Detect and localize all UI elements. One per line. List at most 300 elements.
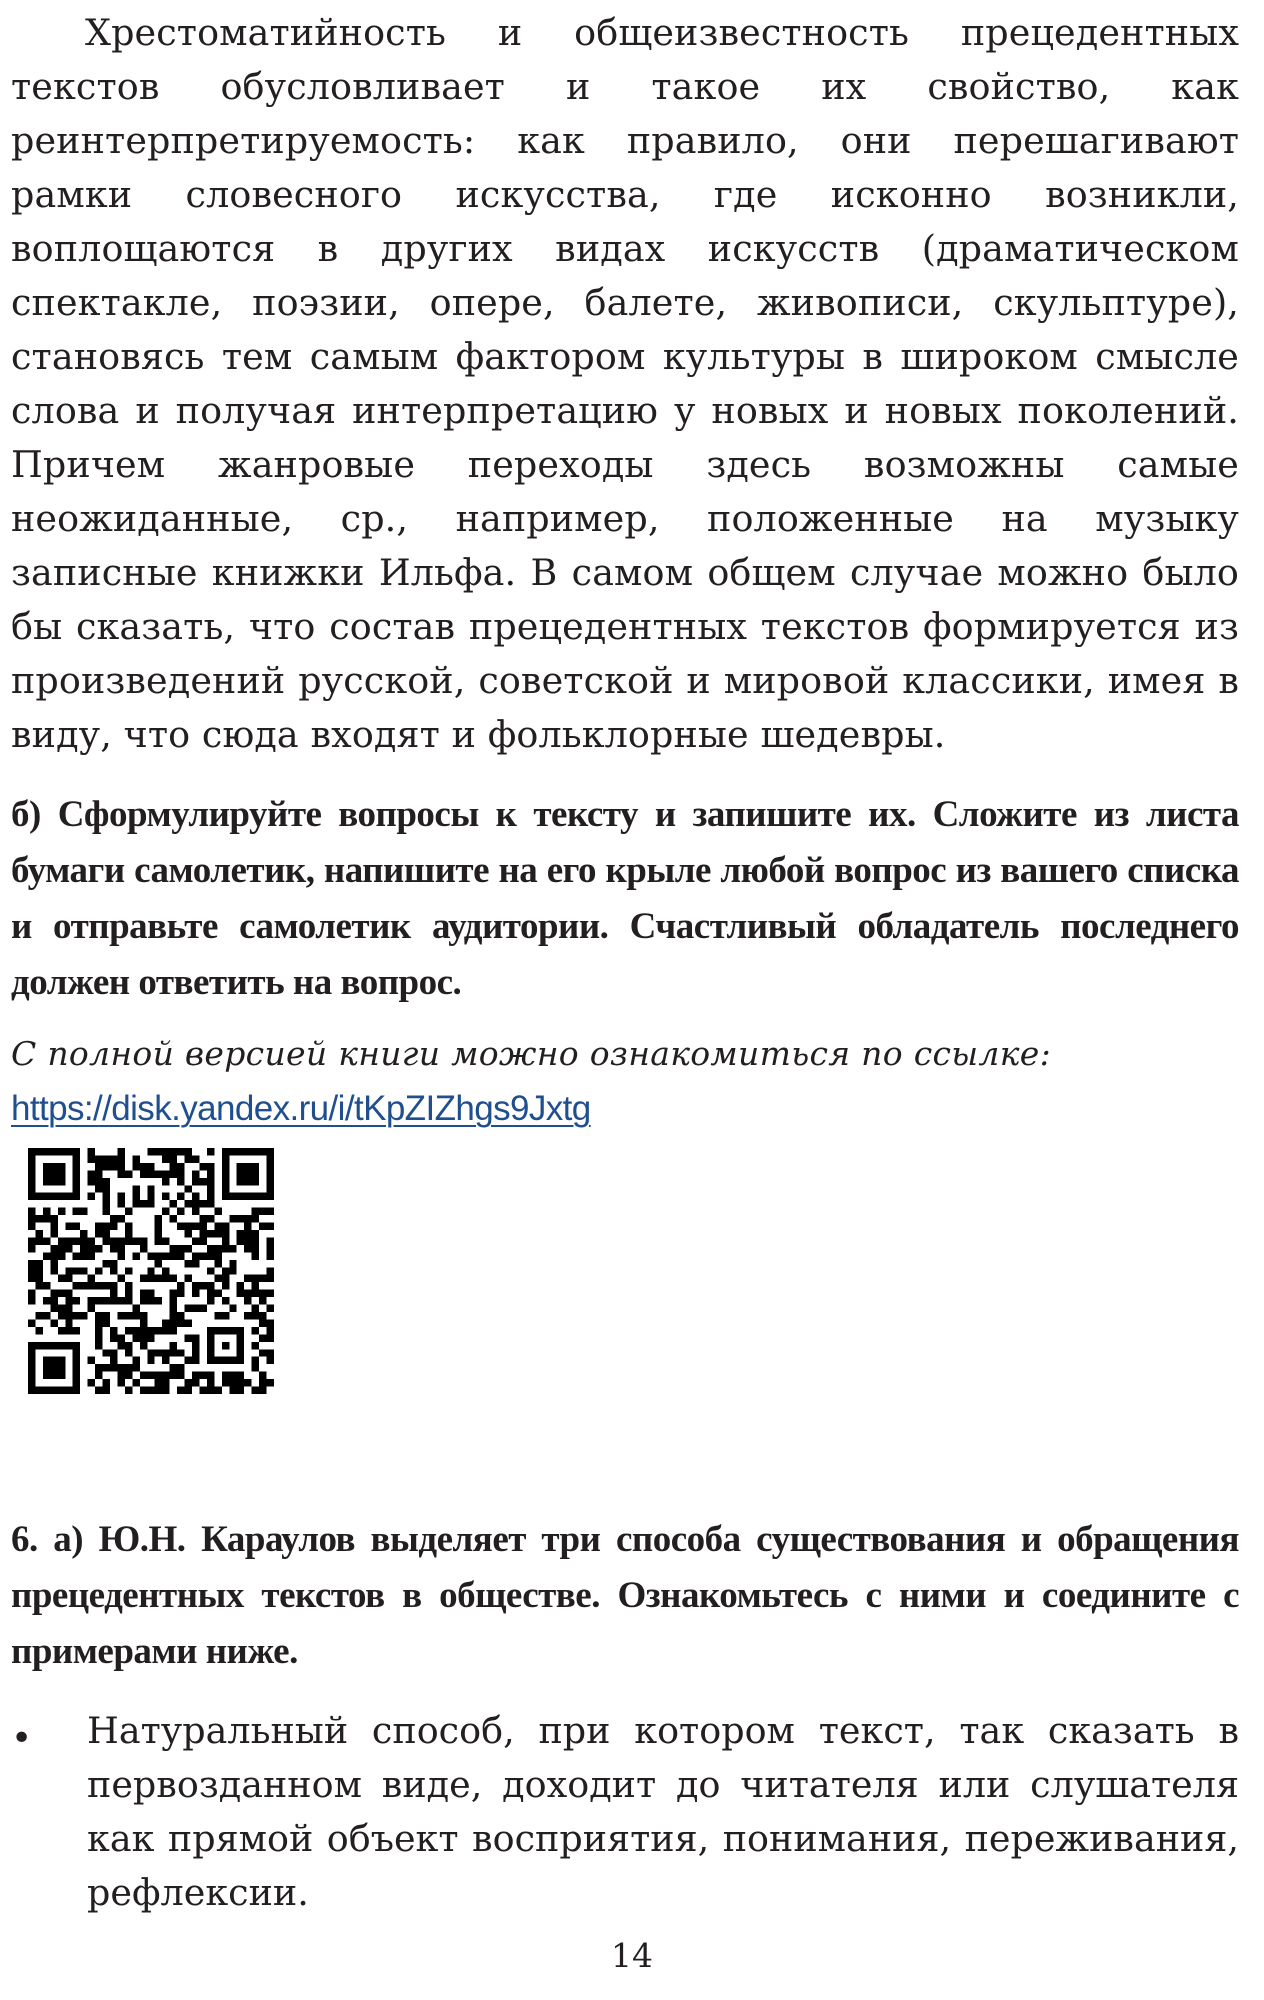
qr-module <box>43 1252 50 1259</box>
qr-module <box>244 1237 251 1244</box>
qr-module <box>162 1208 169 1215</box>
qr-module <box>50 1215 57 1222</box>
qr-module <box>252 1230 259 1237</box>
qr-module <box>155 1275 162 1282</box>
qr-module <box>170 1275 177 1282</box>
qr-module <box>252 1275 259 1282</box>
qr-module <box>177 1223 184 1230</box>
qr-module <box>132 1327 139 1334</box>
book-link[interactable]: https://disk.yandex.ru/i/tKpZIZhgs9Jxtg <box>11 1089 591 1128</box>
qr-module <box>185 1305 192 1312</box>
qr-module <box>80 1312 87 1319</box>
qr-module <box>110 1155 117 1162</box>
qr-module <box>170 1252 177 1259</box>
qr-module <box>192 1208 199 1215</box>
qr-module <box>28 1245 35 1252</box>
qr-module <box>140 1163 147 1170</box>
qr-module <box>103 1155 110 1162</box>
qr-module <box>185 1185 192 1192</box>
qr-module <box>170 1163 177 1170</box>
qr-module <box>170 1148 177 1155</box>
qr-module <box>155 1237 162 1244</box>
qr-module <box>252 1327 259 1334</box>
qr-module <box>244 1290 251 1297</box>
qr-module <box>65 1319 72 1326</box>
qr-module <box>88 1245 95 1252</box>
qr-module <box>155 1372 162 1379</box>
qr-module <box>125 1290 132 1297</box>
qr-module <box>222 1237 229 1244</box>
qr-module <box>170 1297 177 1304</box>
qr-module <box>28 1223 35 1230</box>
qr-module <box>132 1312 139 1319</box>
qr-module <box>117 1297 124 1304</box>
qr-module <box>244 1297 251 1304</box>
qr-module <box>28 1260 35 1267</box>
qr-module <box>155 1230 162 1237</box>
qr-module <box>162 1357 169 1364</box>
qr-module <box>132 1252 139 1259</box>
qr-module <box>147 1387 154 1394</box>
qr-module <box>132 1364 139 1371</box>
qr-module <box>58 1290 65 1297</box>
qr-module <box>259 1372 266 1379</box>
qr-module <box>199 1237 206 1244</box>
qr-module <box>207 1372 214 1379</box>
qr-module <box>80 1267 87 1274</box>
qr-module <box>177 1319 184 1326</box>
qr-module <box>185 1387 192 1394</box>
qr-module <box>95 1372 102 1379</box>
qr-module <box>237 1230 244 1237</box>
paragraph-precedent-texts: Хрестоматийность и общеизвестность прецедентных текстов обусловливает и такое их свойство, как реинтерпретируемость: как правило, они перешагивают рамки словесного искусства, где исконно возникли, воплощаются в других видах искусств (драматическом спектакле, поэзии, опере, балете, живописи, скульптуре), становясь тем самым фактором культуры в широком смысле слова и получая интерпретацию у новых и новых поколений. Причем жанровые переходы здесь возможны самые неожиданные, ср., например, положенные на музыку записные книжки Ильфа. В самом общем случае можно было бы сказать, что состав прецедентных текстов формируется из произведений русской, советской и мировой классики, имея в виду, что сюда входят и фольклорные шедевры. <box>11 11 1239 756</box>
qr-module <box>207 1282 214 1289</box>
qr-module <box>95 1387 102 1394</box>
qr-timing-module <box>73 1208 80 1215</box>
qr-module <box>110 1260 117 1267</box>
qr-module <box>229 1387 236 1394</box>
qr-module <box>214 1387 221 1394</box>
qr-module <box>192 1282 199 1289</box>
qr-module <box>117 1342 124 1349</box>
qr-module <box>207 1170 214 1177</box>
qr-module <box>117 1275 124 1282</box>
qr-module <box>65 1327 72 1334</box>
qr-module <box>170 1319 177 1326</box>
qr-module <box>177 1312 184 1319</box>
qr-module <box>140 1327 147 1334</box>
qr-module <box>155 1349 162 1356</box>
qr-module <box>110 1163 117 1170</box>
qr-module <box>199 1223 206 1230</box>
qr-module <box>214 1245 221 1252</box>
qr-module <box>80 1282 87 1289</box>
qr-module <box>259 1208 266 1215</box>
qr-module <box>50 1223 57 1230</box>
qr-align <box>207 1327 214 1364</box>
qr-module <box>229 1260 236 1267</box>
qr-module <box>88 1155 95 1162</box>
qr-module <box>170 1372 177 1379</box>
qr-module <box>207 1245 214 1252</box>
qr-module <box>192 1305 199 1312</box>
qr-module <box>95 1223 102 1230</box>
qr-module <box>162 1178 169 1185</box>
qr-module <box>185 1357 192 1364</box>
qr-module <box>244 1312 251 1319</box>
qr-module <box>155 1223 162 1230</box>
qr-module <box>117 1379 124 1386</box>
qr-module <box>117 1148 124 1155</box>
qr-module <box>162 1372 169 1379</box>
qr-module <box>222 1372 229 1379</box>
qr-module <box>192 1200 199 1207</box>
qr-module <box>229 1245 236 1252</box>
qr-module <box>147 1170 154 1177</box>
qr-module <box>95 1364 102 1371</box>
qr-module <box>117 1312 124 1319</box>
qr-module <box>88 1379 95 1386</box>
qr-module <box>214 1223 221 1230</box>
qr-module <box>199 1252 206 1259</box>
qr-module <box>80 1208 87 1215</box>
bullet-text-natural-method: Натуральный способ, при котором текст, так сказать в первозданном виде, доходит до читателя или слушателя как прямой объект восприятия, понимания, переживания, рефлексии. <box>87 1709 1239 1914</box>
qr-module <box>192 1178 199 1185</box>
qr-module <box>50 1230 57 1237</box>
qr-module <box>140 1334 147 1341</box>
qr-module <box>80 1237 87 1244</box>
qr-module <box>207 1267 214 1274</box>
qr-timing-module <box>132 1193 139 1200</box>
qr-module <box>35 1312 42 1319</box>
qr-module <box>125 1297 132 1304</box>
qr-module <box>140 1237 147 1244</box>
qr-module <box>65 1267 72 1274</box>
qr-timing-module <box>73 1312 80 1319</box>
qr-module <box>28 1319 35 1326</box>
qr-module <box>252 1252 259 1259</box>
qr-module <box>50 1290 57 1297</box>
qr-module <box>170 1215 177 1222</box>
qr-timing-module <box>73 1327 80 1334</box>
qr-module <box>88 1252 95 1259</box>
qr-module <box>88 1297 95 1304</box>
qr-module <box>162 1379 169 1386</box>
qr-module <box>207 1379 214 1386</box>
qr-module <box>147 1334 154 1341</box>
qr-module <box>222 1267 229 1274</box>
qr-module <box>50 1319 57 1326</box>
qr-module <box>229 1215 236 1222</box>
qr-module <box>43 1215 50 1222</box>
qr-module <box>28 1275 35 1282</box>
qr-module <box>117 1334 124 1341</box>
qr-module <box>95 1170 102 1177</box>
qr-module <box>125 1387 132 1394</box>
qr-module <box>117 1252 124 1259</box>
qr-module <box>222 1223 229 1230</box>
qr-module <box>147 1372 154 1379</box>
qr-module <box>43 1282 50 1289</box>
qr-module <box>125 1230 132 1237</box>
qr-module <box>214 1275 221 1282</box>
qr-module <box>50 1260 57 1267</box>
qr-module <box>95 1297 102 1304</box>
qr-module <box>259 1297 266 1304</box>
qr-align <box>237 1327 244 1364</box>
qr-finder-edge <box>267 1148 274 1200</box>
qr-module <box>192 1342 199 1349</box>
qr-module <box>252 1237 259 1244</box>
qr-module <box>192 1155 199 1162</box>
qr-module <box>125 1364 132 1371</box>
qr-timing-module <box>73 1237 80 1244</box>
qr-module <box>170 1155 177 1162</box>
qr-module <box>147 1200 154 1207</box>
qr-module <box>147 1267 154 1274</box>
qr-module <box>28 1215 35 1222</box>
qr-module <box>155 1170 162 1177</box>
qr-module <box>43 1208 50 1215</box>
qr-module <box>252 1290 259 1297</box>
qr-module <box>88 1305 95 1312</box>
qr-module <box>147 1252 154 1259</box>
qr-timing-module <box>73 1297 80 1304</box>
qr-module <box>222 1379 229 1386</box>
qr-module <box>177 1282 184 1289</box>
qr-module <box>140 1170 147 1177</box>
qr-module <box>117 1163 124 1170</box>
qr-module <box>88 1178 95 1185</box>
qr-module <box>244 1379 251 1386</box>
qr-module <box>222 1282 229 1289</box>
qr-module <box>50 1245 57 1252</box>
qr-module <box>199 1387 206 1394</box>
qr-timing-module <box>117 1193 124 1200</box>
qr-module <box>259 1349 266 1356</box>
qr-module <box>207 1185 214 1192</box>
qr-module <box>125 1327 132 1334</box>
qr-module <box>132 1379 139 1386</box>
qr-module <box>35 1237 42 1244</box>
qr-finder-center <box>237 1163 259 1185</box>
qr-module <box>207 1297 214 1304</box>
qr-timing-module <box>73 1223 80 1230</box>
qr-timing-module <box>73 1267 80 1274</box>
qr-module <box>103 1178 110 1185</box>
qr-module <box>207 1178 214 1185</box>
qr-module <box>103 1312 110 1319</box>
qr-module <box>35 1215 42 1222</box>
qr-module <box>140 1372 147 1379</box>
qr-module <box>110 1282 117 1289</box>
qr-module <box>50 1297 57 1304</box>
qr-module <box>237 1237 244 1244</box>
qr-module <box>155 1215 162 1222</box>
qr-module <box>103 1282 110 1289</box>
qr-module <box>95 1342 102 1349</box>
qr-module <box>267 1305 274 1312</box>
qr-module <box>50 1252 57 1259</box>
qr-module <box>110 1245 117 1252</box>
qr-module <box>185 1155 192 1162</box>
qr-module <box>103 1387 110 1394</box>
qr-finder-center <box>43 1163 65 1185</box>
qr-module <box>259 1379 266 1386</box>
qr-module <box>125 1312 132 1319</box>
qr-module <box>229 1379 236 1386</box>
qr-module <box>35 1230 42 1237</box>
qr-module <box>95 1230 102 1237</box>
qr-module <box>28 1237 35 1244</box>
qr-module <box>50 1267 57 1274</box>
qr-module <box>155 1387 162 1394</box>
qr-module <box>177 1170 184 1177</box>
qr-module <box>117 1237 124 1244</box>
qr-module <box>185 1334 192 1341</box>
qr-module <box>95 1185 102 1192</box>
qr-module <box>244 1245 251 1252</box>
qr-module <box>244 1230 251 1237</box>
qr-module <box>140 1290 147 1297</box>
qr-module <box>177 1245 184 1252</box>
qr-module <box>244 1275 251 1282</box>
qr-module <box>95 1327 102 1334</box>
qr-module <box>237 1290 244 1297</box>
qr-module <box>110 1290 117 1297</box>
task-b-instructions: б) Сформулируйте вопросы к тексту и запишите их. Сложите из листа бумаги самолетик, напишите на его крыле любой вопрос из вашего списка и отправьте самолетик аудитории. Счастливый обладатель последнего должен ответить на вопрос. <box>11 794 1239 1003</box>
qr-timing-module <box>162 1193 169 1200</box>
qr-module <box>192 1170 199 1177</box>
qr-module <box>28 1290 35 1297</box>
qr-module <box>207 1387 214 1394</box>
qr-module <box>259 1387 266 1394</box>
qr-module <box>237 1215 244 1222</box>
qr-module <box>103 1260 110 1267</box>
qr-module <box>162 1170 169 1177</box>
qr-module <box>117 1215 124 1222</box>
qr-module <box>110 1334 117 1341</box>
qr-module <box>177 1372 184 1379</box>
qr-module <box>125 1342 132 1349</box>
qr-module <box>147 1357 154 1364</box>
qr-module <box>125 1237 132 1244</box>
qr-module <box>170 1312 177 1319</box>
full-version-note-text: С полной версией книги можно ознакомиться по ссылке: <box>11 1034 1052 1073</box>
qr-module <box>65 1223 72 1230</box>
qr-module <box>177 1178 184 1185</box>
qr-timing-module <box>88 1193 95 1200</box>
qr-module <box>103 1200 110 1207</box>
qr-timing-module <box>73 1252 80 1259</box>
qr-module <box>117 1155 124 1162</box>
qr-module <box>155 1297 162 1304</box>
qr-module <box>140 1342 147 1349</box>
qr-module <box>185 1319 192 1326</box>
qr-module <box>192 1223 199 1230</box>
qr-module <box>267 1237 274 1244</box>
qr-module <box>80 1230 87 1237</box>
qr-module <box>244 1215 251 1222</box>
qr-module <box>199 1282 206 1289</box>
qr-module <box>132 1185 139 1192</box>
qr-module <box>252 1312 259 1319</box>
qr-module <box>252 1208 259 1215</box>
qr-module <box>244 1223 251 1230</box>
qr-module <box>140 1319 147 1326</box>
qr-code-icon[interactable] <box>28 1148 274 1394</box>
qr-module <box>259 1290 266 1297</box>
qr-module <box>192 1334 199 1341</box>
qr-module <box>65 1290 72 1297</box>
qr-module <box>192 1372 199 1379</box>
qr-module <box>185 1260 192 1267</box>
qr-module <box>177 1364 184 1371</box>
qr-module <box>103 1237 110 1244</box>
qr-module <box>170 1342 177 1349</box>
qr-module <box>267 1327 274 1334</box>
qr-module <box>162 1319 169 1326</box>
qr-module <box>35 1267 42 1274</box>
qr-module <box>185 1379 192 1386</box>
qr-module <box>132 1357 139 1364</box>
qr-module <box>252 1282 259 1289</box>
qr-module <box>95 1319 102 1326</box>
qr-module <box>140 1275 147 1282</box>
qr-module <box>199 1200 206 1207</box>
qr-module <box>43 1297 50 1304</box>
qr-timing-module <box>147 1193 154 1200</box>
qr-module <box>170 1364 177 1371</box>
qr-module <box>192 1290 199 1297</box>
qr-module <box>170 1327 177 1334</box>
qr-module <box>185 1245 192 1252</box>
qr-module <box>103 1364 110 1371</box>
qr-module <box>214 1290 221 1297</box>
qr-code-graphic <box>28 1148 274 1394</box>
qr-module <box>110 1349 117 1356</box>
qr-module <box>214 1260 221 1267</box>
qr-module <box>28 1208 35 1215</box>
qr-module <box>267 1349 274 1356</box>
qr-module <box>95 1334 102 1341</box>
qr-module <box>103 1185 110 1192</box>
qr-module <box>88 1148 95 1155</box>
qr-module <box>177 1290 184 1297</box>
qr-module <box>207 1200 214 1207</box>
qr-module <box>35 1327 42 1334</box>
qr-module <box>58 1305 65 1312</box>
qr-module <box>259 1334 266 1341</box>
qr-module <box>199 1230 206 1237</box>
qr-module <box>185 1148 192 1155</box>
qr-module <box>88 1357 95 1364</box>
qr-module <box>95 1267 102 1274</box>
qr-module <box>192 1237 199 1244</box>
qr-module <box>252 1245 259 1252</box>
qr-module <box>147 1327 154 1334</box>
qr-module <box>222 1245 229 1252</box>
qr-module <box>267 1245 274 1252</box>
qr-finder-edge <box>28 1148 35 1200</box>
qr-module <box>222 1297 229 1304</box>
qr-module <box>207 1148 214 1155</box>
qr-module <box>214 1230 221 1237</box>
qr-module <box>170 1170 177 1177</box>
qr-module <box>162 1252 169 1259</box>
qr-module <box>252 1305 259 1312</box>
qr-module <box>267 1334 274 1341</box>
